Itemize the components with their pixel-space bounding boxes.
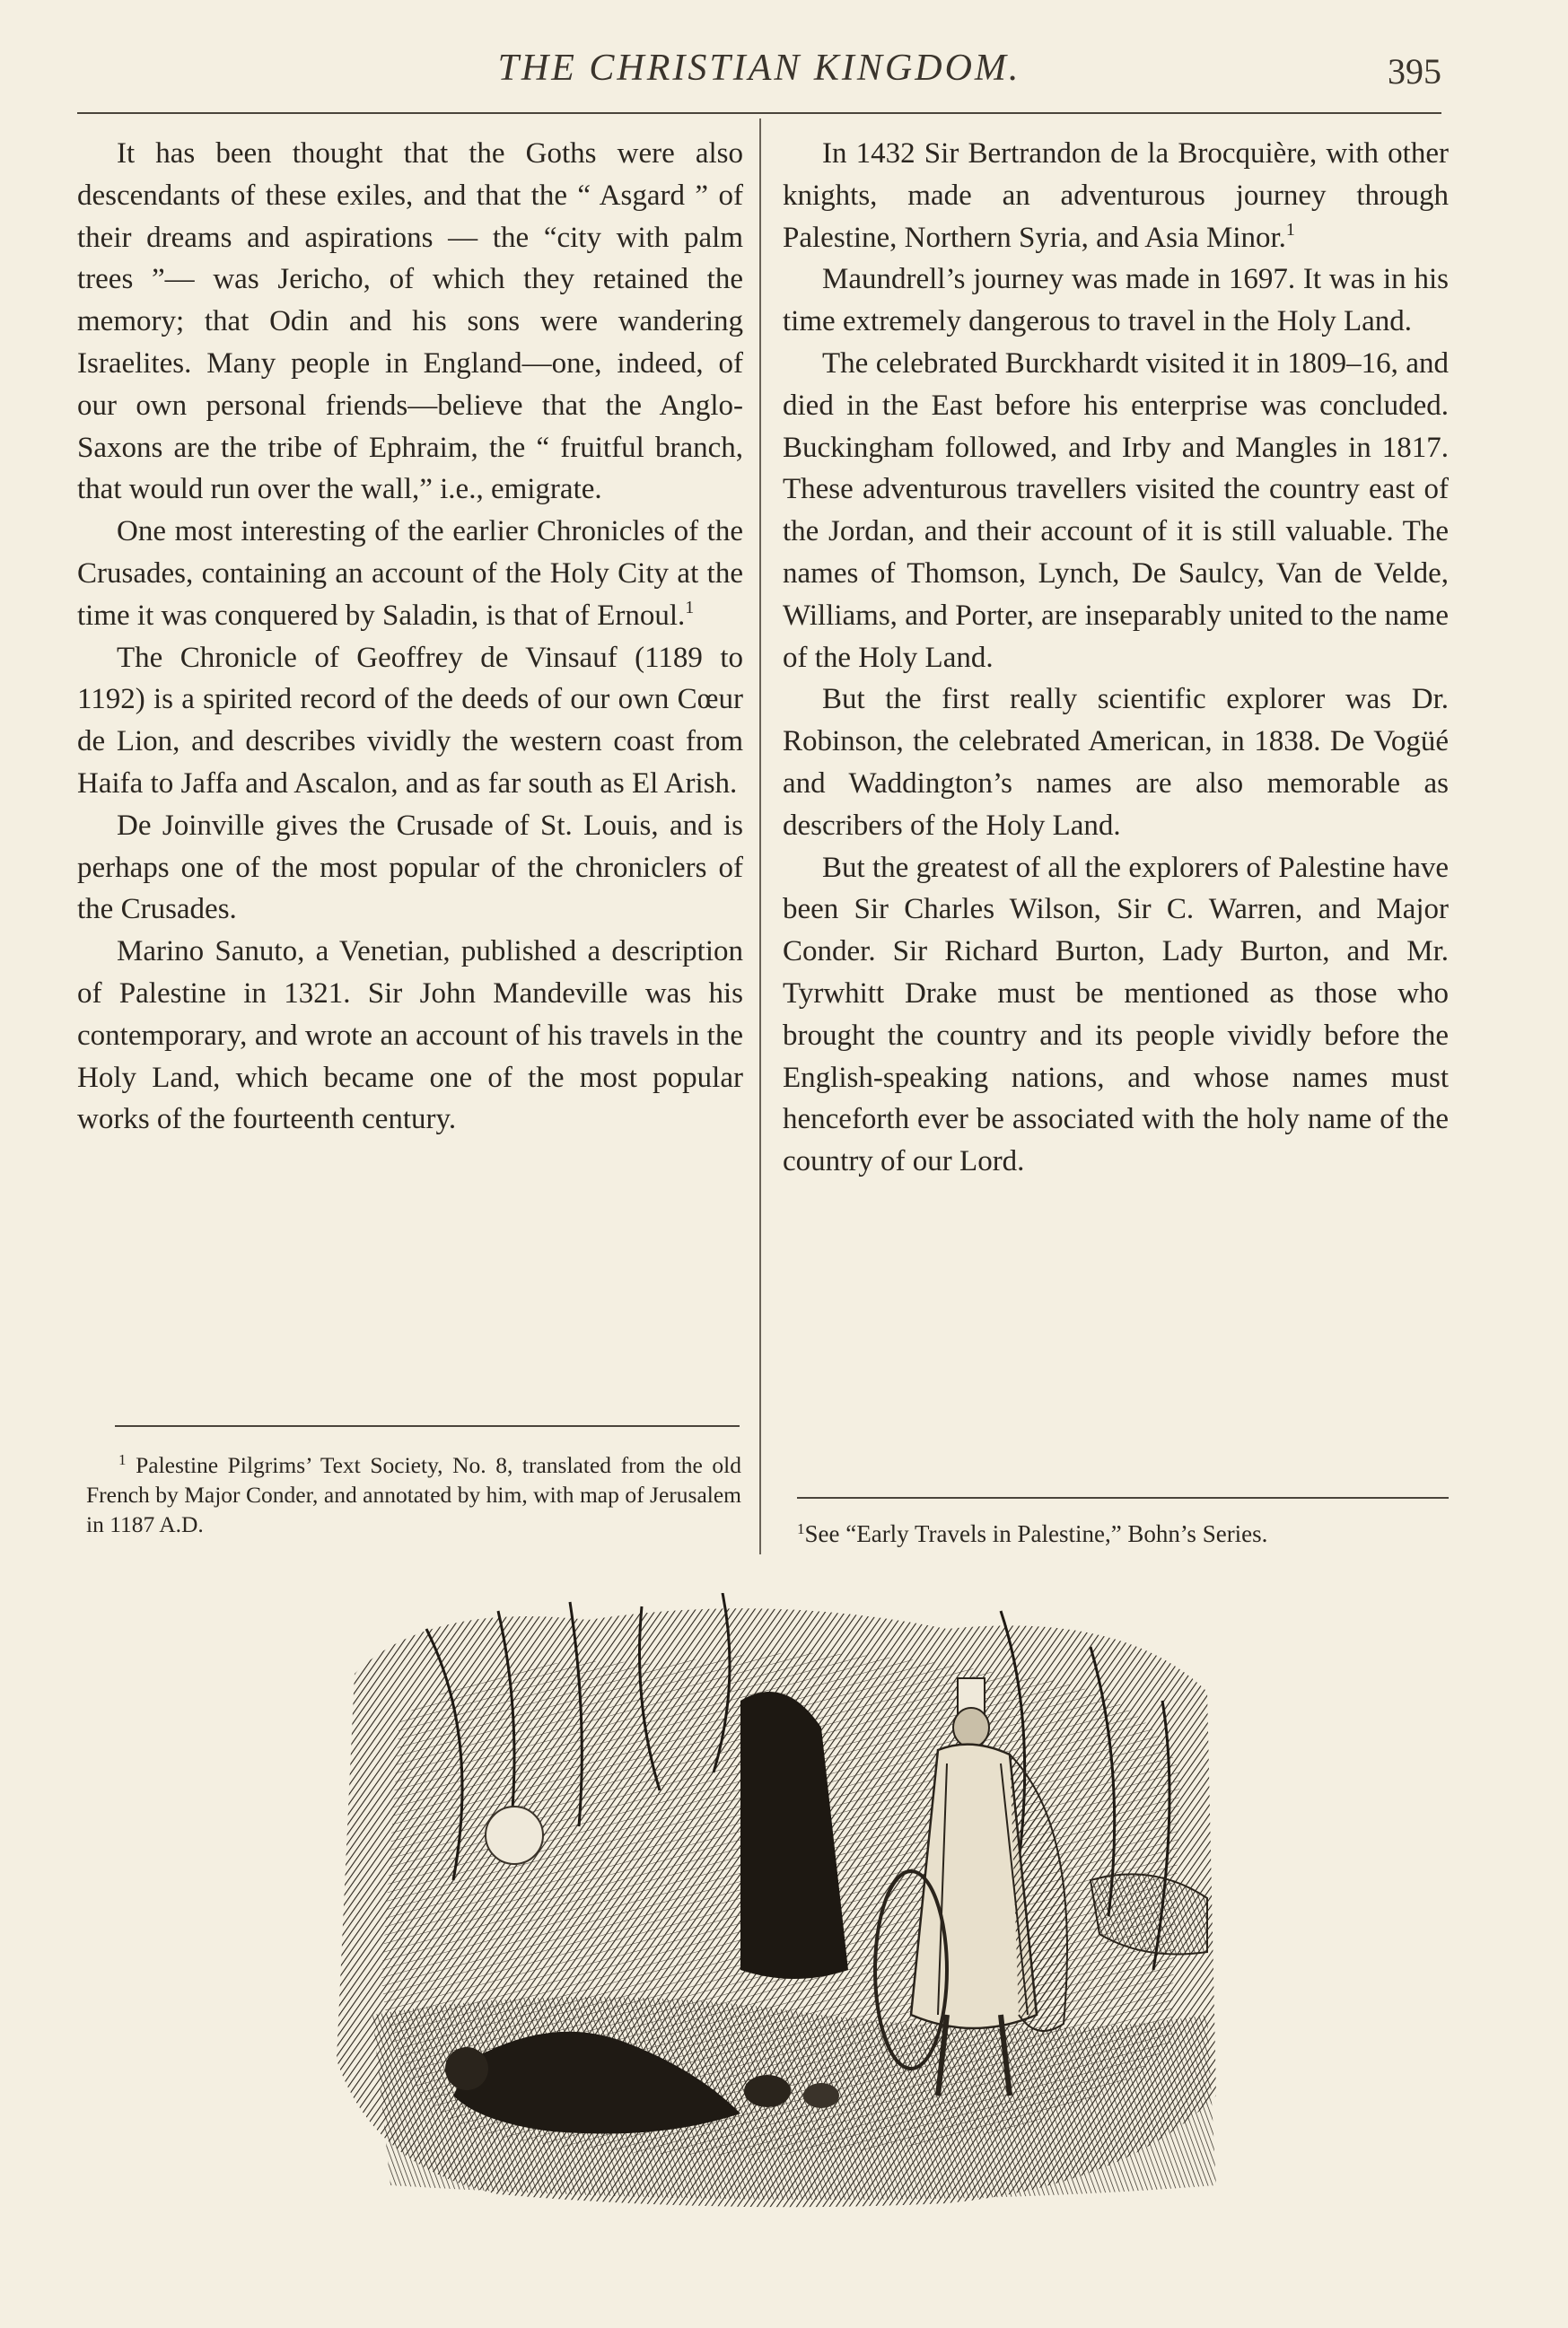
engraving-illustration bbox=[319, 1593, 1230, 2214]
footnote-marker: 1 bbox=[118, 1451, 127, 1468]
left-column bbox=[77, 133, 743, 1141]
paragraph: But the greatest of all the explorers of Palestine have been Sir Charles Wilson, Sir C. Warren, and Major Conder. Sir Richard Burton, Lady Burton, and Mr. Tyrwhitt Drake must be mentioned as those who brought the country and its people vividly before the English-speaking nations, and whose names must henceforth ever be associated with the holy name of the country of our Lord. bbox=[783, 851, 1449, 1178]
paragraph-text: In 1432 Sir Bertrandon de la Brocquière, with other knights, made an adventurous journey through Palestine, Northern Syria, and Asia Minor. bbox=[783, 137, 1449, 254]
moon-icon bbox=[486, 1807, 543, 1864]
engraving-scene bbox=[319, 1593, 1230, 2214]
running-head bbox=[77, 47, 1441, 101]
paragraph: The celebrated Burckhardt visited it in 1809–16, and died in the East before his enterprise was concluded. Buckingham followed, and Irby and Mangles in 1817. These adventurous travellers visited the country east of the Jordan, and their account of it is still valuable. The names of Thomson, Lynch, De Saulcy, Van de Velde, Williams, and Porter, are inseparably united to the name of the Holy Land. bbox=[783, 346, 1449, 674]
footnote bbox=[86, 1450, 741, 1539]
footnote-ref: 1 bbox=[685, 597, 695, 617]
paragraph: De Joinville gives the Crusade of St. Louis, and is perhaps one of the most popular of the chroniclers of the Crusades. bbox=[77, 809, 743, 926]
paragraph: It has been thought that the Goths were also descendants of these exiles, and that the “ Asgard ” of their dreams and aspirations — the “city with palm trees ”— was Jericho, of which they retained the memory; that Odin and his sons were wandering Israelites. Many people in England—one, indeed, of our own personal friends—believe that the Anglo-Saxons are the tribe of Ephraim, the “ fruitful branch, that would run over the wall,” i.e., emigrate. bbox=[77, 137, 743, 506]
header-rule bbox=[77, 112, 1441, 114]
paragraph: The Chronicle of Geoffrey de Vinsauf (1189 to 1192) is a spirited record of the deeds of our own Cœur de Lion, and describes vividly the western coast from Haifa to Jaffa and Ascalon, and as far south as El Arish. bbox=[77, 641, 743, 800]
running-title: THE CHRISTIAN KINGDOM. bbox=[497, 48, 1021, 89]
paragraph: Maundrell’s journey was made in 1697. It was in his time extremely dangerous to travel in the Holy Land. bbox=[783, 263, 1449, 338]
footnote-marker: 1 bbox=[797, 1520, 805, 1537]
paragraph: Marino Sanuto, a Venetian, published a description of Palestine in 1321. Sir John Mandeville was his contemporary, and wrote an account of his travels in the Holy Land, which became one of the most popular works of the fourteenth century. bbox=[77, 935, 743, 1136]
paragraph-text: One most interesting of the earlier Chronicles of the Crusades, containing an account of the Holy City at the time it was conquered by Saladin, is that of Ernoul. bbox=[77, 515, 743, 632]
paragraph bbox=[77, 511, 743, 636]
footnote-ref: 1 bbox=[1285, 219, 1295, 240]
paragraph: But the first really scientific explorer was Dr. Robinson, the celebrated American, in 1838. De Vogüé and Waddington’s names are also memorable as describers of the Holy Land. bbox=[783, 683, 1449, 842]
page-number: 395 bbox=[1388, 51, 1441, 92]
footnote-text: Palestine Pilgrims’ Text Society, No. 8, translated from the old French by Major Conder, and annotated by him, with map of Jerusalem in 1187 A.D. bbox=[86, 1452, 741, 1537]
column-divider bbox=[759, 118, 761, 1554]
paragraph bbox=[783, 133, 1449, 258]
right-column bbox=[783, 133, 1449, 1183]
footnote-text: See “Early Travels in Palestine,” Bohn’s Series. bbox=[804, 1520, 1268, 1547]
footnote bbox=[797, 1518, 1450, 1549]
footnote-rule bbox=[115, 1425, 740, 1427]
footnote-rule bbox=[797, 1497, 1449, 1499]
